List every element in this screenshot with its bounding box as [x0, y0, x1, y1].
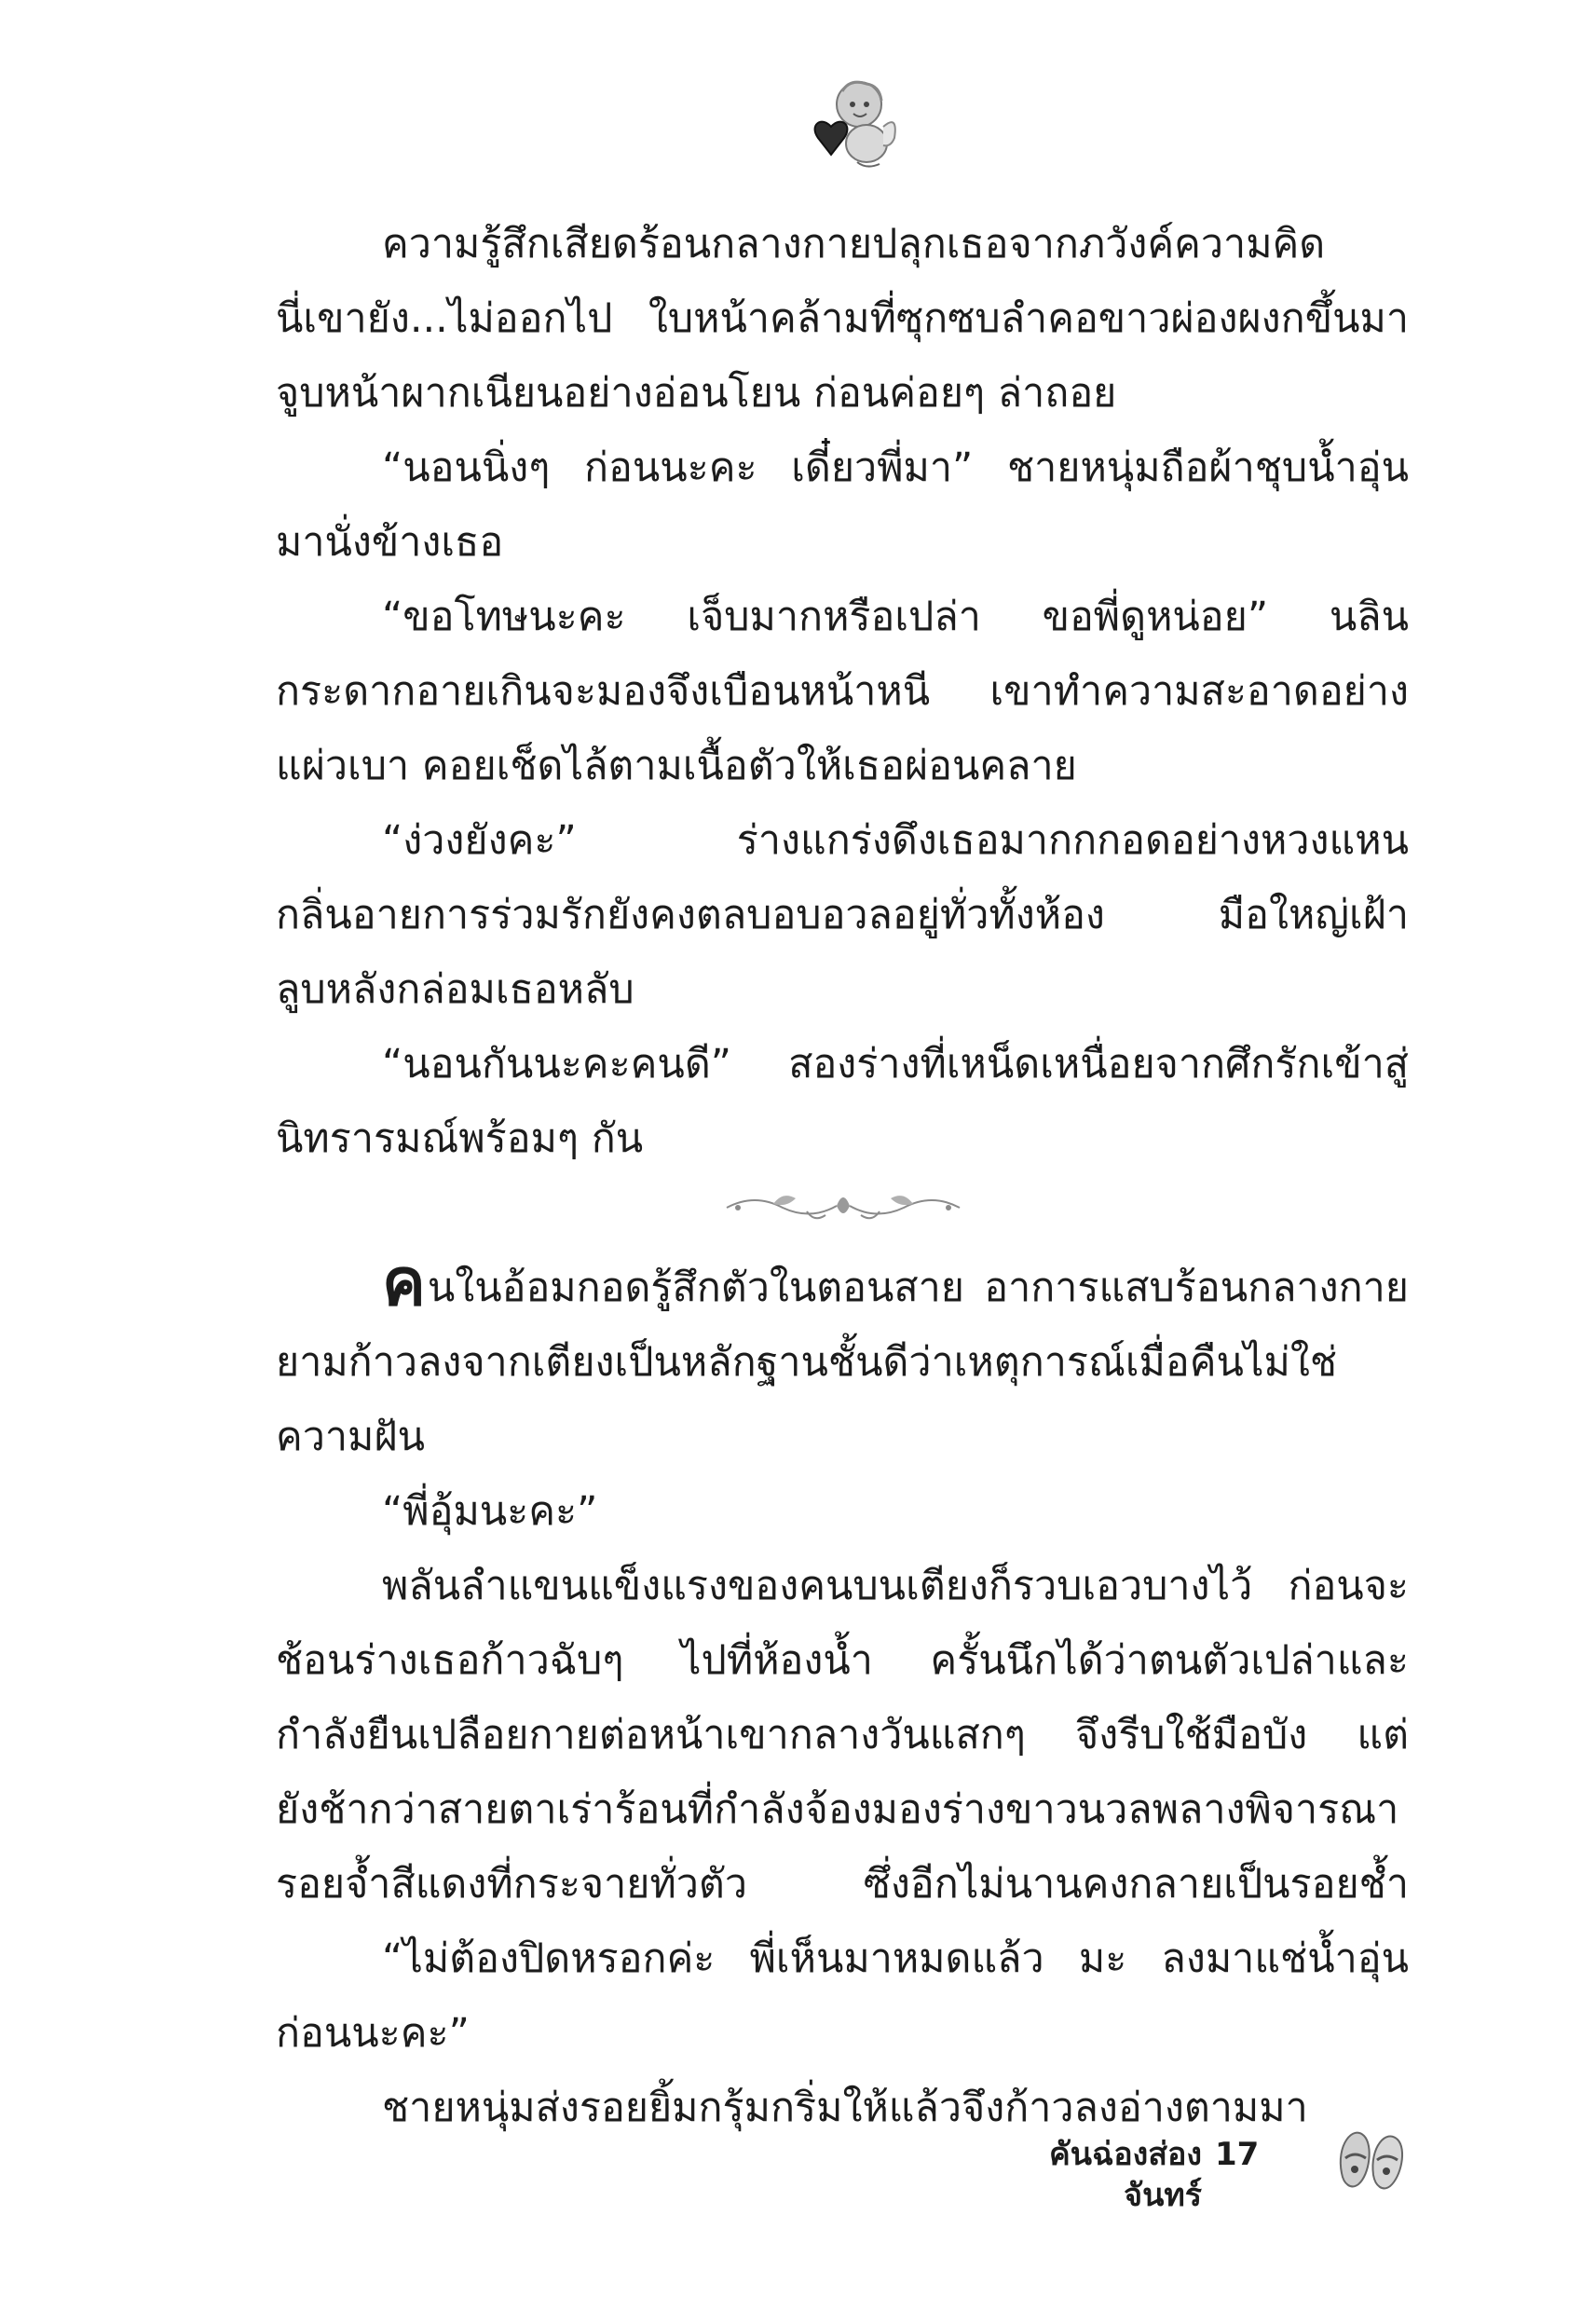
- slippers-icon: [1332, 2117, 1411, 2192]
- text-line: พลันลำแขนแข็งแรงของคนบนเตียงก็รวบเอวบางไว้ ก่อนจะ: [382, 1563, 1409, 1609]
- text-line: “ง่วงยังคะ” ร่างแกร่งดึงเธอมากกกอดอย่างหวงแหน: [382, 817, 1409, 864]
- text-line: ยามก้าวลงจากเตียงเป็นหลักฐานชั้นดีว่าเหตุการณ์เมื่อคืนไม่ใช่: [276, 1339, 1338, 1386]
- text-line: ความรู้สึกเสียดร้อนกลางกายปลุกเธอจากภวังค์ความคิด: [382, 221, 1326, 267]
- text-segment: นในอ้อมกอดรู้สึกตัวในตอนสาย อาการแสบร้อนกลางกาย: [427, 1265, 1409, 1311]
- text-line: “นอนกันนะคะคนดี” สองร่างที่เหน็ดเหนื่อยจากศึกรักเข้าสู่: [382, 1041, 1409, 1087]
- floral-divider-icon: [717, 1183, 969, 1230]
- text-line: ช้อนร่างเธอก้าวฉับๆ ไปที่ห้องน้ำ ครั้นนึกได้ว่าตนตัวเปล่าและ: [276, 1637, 1409, 1684]
- text-line: ก่อนนะคะ”: [276, 2010, 470, 2057]
- text-line: “นอนนิ่งๆ ก่อนนะคะ เดี๋ยวพี่มา” ชายหนุ่มถือผ้าชุบน้ำอุ่น: [382, 444, 1409, 491]
- text-line: นี่เขายัง...ไม่ออกไป ใบหน้าคล้ามที่ซุกซบลำคอขาวผ่องผงกขึ้นมา: [276, 295, 1409, 342]
- text-line: ความฝัน: [276, 1414, 425, 1460]
- text-line: ยังช้ากว่าสายตาเร่าร้อนที่กำลังจ้องมองร่างขาวนวลพลางพิจารณา: [276, 1786, 1399, 1833]
- text-line: กระดากอายเกินจะมองจึงเบือนหน้าหนี เขาทำความสะอาดอย่าง: [276, 668, 1409, 715]
- text-line: [276, 1244, 1409, 1325]
- page-number: 17: [1215, 2136, 1260, 2173]
- text-line: กำลังยืนเปลือยกายต่อหน้าเขากลางวันแสกๆ จึงรีบใช้มือบัง แต่: [276, 1712, 1409, 1758]
- drop-cap: ค: [382, 1244, 426, 1320]
- text-line: แผ่วเบา คอยเช็ดไล้ตามเนื้อตัวให้เธอผ่อนคลาย: [276, 743, 1077, 789]
- text-line: รอยจ้ำสีแดงที่กระจายทั่วตัว ซึ่งอีกไม่นานคงกลายเป็นรอยช้ำ: [276, 1861, 1409, 1908]
- text-line: “ไม่ต้องปิดหรอกค่ะ พี่เห็นมาหมดแล้ว มะ ลงมาแช่น้ำอุ่น: [382, 1935, 1409, 1982]
- text-line: ชายหนุ่มส่งรอยยิ้มกรุ้มกริ่มให้แล้วจึงก้าวลงอ่างตามมา: [382, 2085, 1308, 2131]
- text-line: นิทรารมณ์พร้อมๆ กัน: [276, 1115, 644, 1162]
- text-line: ลูบหลังกล่อมเธอหลับ: [276, 966, 634, 1013]
- text-line: กลิ่นอายการร่วมรักยังคงตลบอบอวลอยู่ทั่วทั้งห้อง มือใหญ่เฝ้า: [276, 892, 1409, 938]
- book-title: คันฉ่องส่องจันทร์: [1049, 2136, 1202, 2214]
- text-line: จูบหน้าผากเนียนอย่างอ่อนโยน ก่อนค่อยๆ ล่าถอย: [276, 370, 1117, 417]
- text-line: “พี่อุ้มนะคะ”: [382, 1488, 598, 1535]
- text-line: “ขอโทษนะคะ เจ็บมากหรือเปล่า ขอพี่ดูหน่อย” นลิน: [382, 594, 1409, 640]
- text-line: มานั่งข้างเธอ: [276, 519, 504, 566]
- cherub-heart-icon: [801, 73, 904, 175]
